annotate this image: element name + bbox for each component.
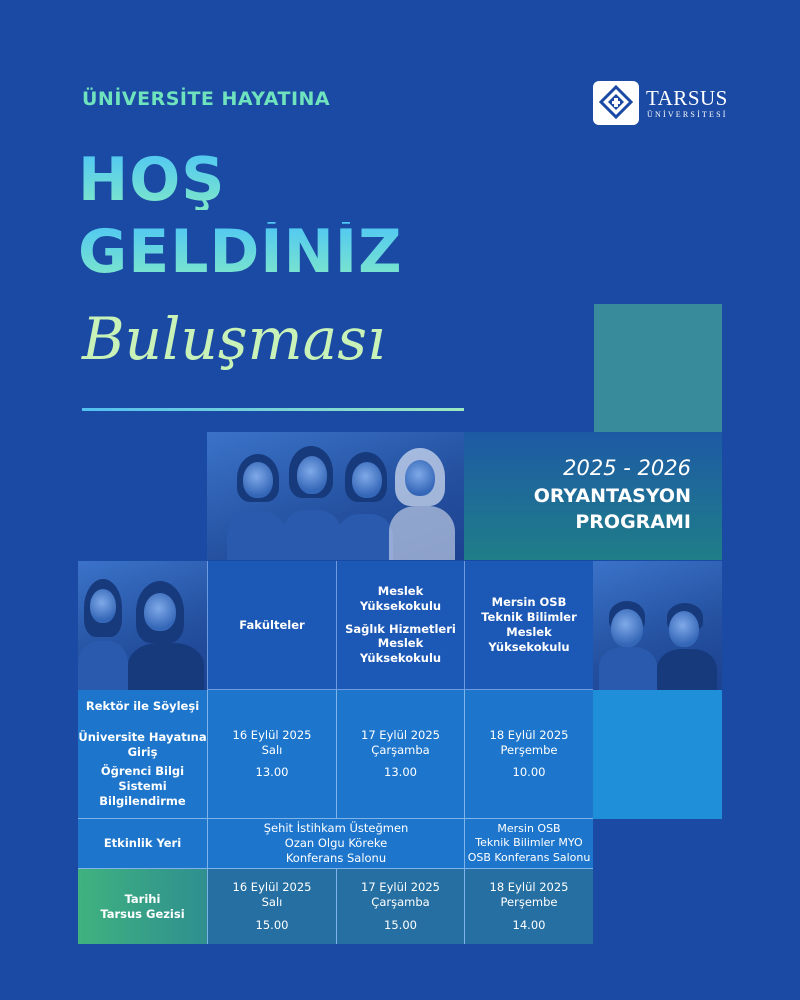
- row-label-text: Üniversite Hayatına: [78, 730, 207, 745]
- row-label-venue: [78, 819, 207, 869]
- row-label-text: Giriş: [127, 745, 158, 760]
- column-header-vocational-schools: [336, 561, 464, 690]
- venue-text: Ozan Olgu Köreke: [284, 836, 388, 851]
- event-cell-faculties: [207, 690, 336, 819]
- event-date: 16 Eylül 2025: [232, 727, 312, 742]
- event-day: Perşembe: [500, 742, 558, 757]
- row-label-text: Tarsus Gezisi: [100, 906, 185, 921]
- venue-cell-main: [207, 819, 464, 869]
- logo-subtitle: ÜNİVERSİTESİ: [647, 110, 728, 119]
- row-label-events: [78, 690, 207, 819]
- students-photo-top: [207, 432, 464, 560]
- column-header-osb-vocational-school: [464, 561, 593, 690]
- event-cell-osb: [464, 690, 593, 819]
- event-cell-vocational: [336, 690, 464, 819]
- row-label-text: Bilgilendirme: [99, 793, 186, 808]
- tour-time: 14.00: [512, 917, 546, 932]
- tour-day: Perşembe: [500, 895, 558, 910]
- row-label-text: Etkinlik Yeri: [103, 836, 182, 851]
- row-label-text: Tarihi: [124, 891, 161, 906]
- students-photo-left: [78, 561, 207, 690]
- event-day: Çarşamba: [371, 742, 430, 757]
- tour-date: 18 Eylül 2025: [489, 880, 569, 895]
- column-header-text: Mersin OSB: [491, 595, 567, 610]
- row-label-text: Rektör ile Söyleşi: [85, 699, 200, 714]
- column-header-text: Yüksekokulu: [359, 598, 442, 613]
- column-header-faculties: [207, 561, 336, 690]
- logo-name: TARSUS: [646, 86, 728, 110]
- tour-cell-osb: [464, 869, 593, 944]
- divider-line: [82, 408, 464, 411]
- row-label-text: Öğrenci Bilgi Sistemi: [100, 764, 185, 793]
- decorative-blue-block: [593, 690, 722, 819]
- program-title: [534, 484, 691, 535]
- column-header-text: Meslek Yüksekokulu: [488, 625, 570, 654]
- script-title: Buluşması: [82, 305, 386, 373]
- event-time: 13.00: [255, 765, 289, 780]
- tour-cell-vocational: [336, 869, 464, 944]
- tour-time: 15.00: [384, 917, 417, 932]
- venue-text: Konferans Salonu: [285, 850, 387, 865]
- headline-line1: HOŞ: [78, 145, 226, 215]
- venue-cell-osb: [464, 819, 593, 869]
- program-title-line2: PROGRAMI: [575, 510, 691, 533]
- program-year: 2025 - 2026: [563, 456, 691, 480]
- event-date: 18 Eylül 2025: [489, 727, 569, 742]
- tour-time: 15.00: [255, 917, 289, 932]
- decorative-teal-block: [594, 304, 722, 432]
- venue-text: Teknik Bilimler MYO: [475, 836, 583, 850]
- tour-cell-faculties: [207, 869, 336, 944]
- event-day: Salı: [261, 742, 283, 757]
- event-time: 10.00: [512, 765, 546, 780]
- kicker-text: ÜNİVERSİTE HAYATINA: [82, 88, 331, 110]
- tarsus-university-emblem-icon: [593, 81, 639, 125]
- venue-text: Şehit İstihkam Üsteğmen: [263, 821, 409, 836]
- column-header-text: Meslek Yüksekokulu: [359, 636, 442, 666]
- column-header-text: Sağlık Hizmetleri: [345, 621, 456, 636]
- venue-text: OSB Konferans Salonu: [467, 850, 591, 864]
- tour-date: 17 Eylül 2025: [361, 880, 440, 895]
- column-header-text: Fakülteler: [239, 617, 305, 632]
- tour-day: Salı: [261, 895, 283, 910]
- program-title-line1: ORYANTASYON: [533, 485, 691, 507]
- tour-date: 16 Eylül 2025: [232, 880, 312, 895]
- headline-line2: GELDİNİZ: [78, 217, 403, 287]
- column-header-text: Teknik Bilimler: [481, 610, 577, 625]
- venue-text: Mersin OSB: [497, 822, 561, 836]
- event-time: 13.00: [384, 765, 417, 780]
- event-date: 17 Eylül 2025: [361, 727, 440, 742]
- students-photo-right: [593, 561, 722, 690]
- column-header-text: Meslek: [377, 583, 424, 598]
- row-label-tarsus-tour: [78, 869, 207, 944]
- tour-day: Çarşamba: [371, 895, 430, 910]
